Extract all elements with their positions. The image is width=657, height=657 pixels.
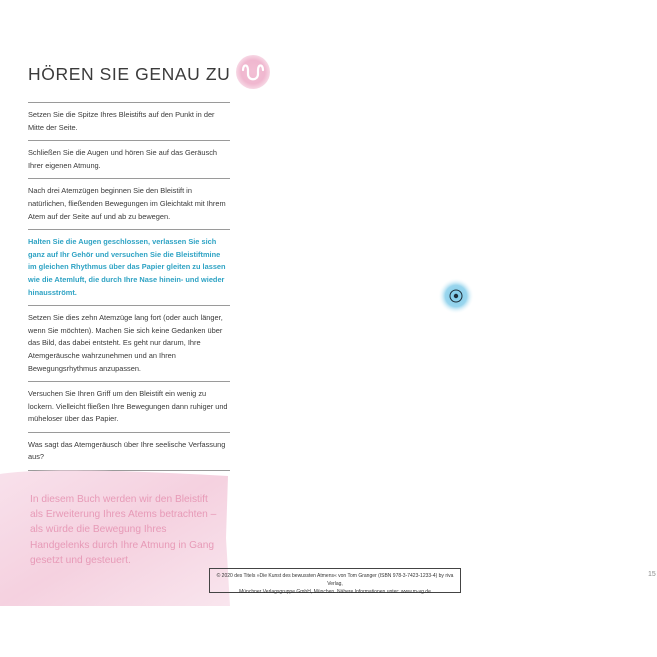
copyright-line-1: © 2020 des Titels »Die Kunst des bewussten Atmens« von Tom Granger (ISBN 978-3-7423-1233-4) by riva Verlag, — [216, 573, 454, 587]
wave-squiggle-icon — [235, 54, 271, 90]
step-3: Nach drei Atemzügen beginnen Sie den Bleistift in natürlichen, fließenden Bewegungen im Gleichtakt mit Ihrem Atem auf der Seite auf und ab zu bewegen. — [28, 179, 230, 230]
step-4-highlighted: Halten Sie die Augen geschlossen, verlassen Sie sich ganz auf Ihr Gehör und versuchen Sie die Bleistiftmine im gleichen Rhythmus über das Papier gleiten zu lassen wie die Atemluft, die durch Ihre Nase hinein- und wieder hinausströmt. — [28, 230, 230, 306]
pull-quote: In diesem Buch werden wir den Bleistift als Erweiterung Ihres Atems betrachten – als würde die Bewegung Ihres Handgelenks durch Ihre Atmung in Gang gesetzt und gesteuert. — [30, 494, 217, 566]
copyright-notice — [209, 568, 461, 593]
step-2: Schließen Sie die Augen und hören Sie auf das Geräusch Ihrer eigenen Atmung. — [28, 141, 230, 179]
copyright-line-2: Münchner Verlagsgruppe GmbH, München. Nähere Informationen unter: www.m-vg.de — [239, 589, 431, 595]
step-1: Setzen Sie die Spitze Ihres Bleistifts auf den Punkt in der Mitte der Seite. — [28, 103, 230, 141]
page-number: 15 — [648, 571, 656, 578]
breath-target-icon — [437, 277, 475, 315]
step-6: Versuchen Sie Ihren Griff um den Bleistift ein wenig zu lockern. Vielleicht fließen Ihre Bewegungen dann ruhiger und müheloser über das Papier. — [28, 382, 230, 433]
page-title: HÖREN SIE GENAU ZU — [28, 64, 231, 84]
step-7: Was sagt das Atemgeräusch über Ihre seelische Verfassung aus? — [28, 433, 230, 471]
step-5: Setzen Sie dies zehn Atemzüge lang fort (oder auch länger, wenn Sie möchten). Machen Sie sich keine Gedanken über das Bild, das dabei entsteht. Es geht nur darum, Ihre Atemgeräusche wahrzunehmen und an Ihren Bewegungsrhythmus anzupassen. — [28, 306, 230, 382]
instruction-steps — [28, 102, 230, 471]
